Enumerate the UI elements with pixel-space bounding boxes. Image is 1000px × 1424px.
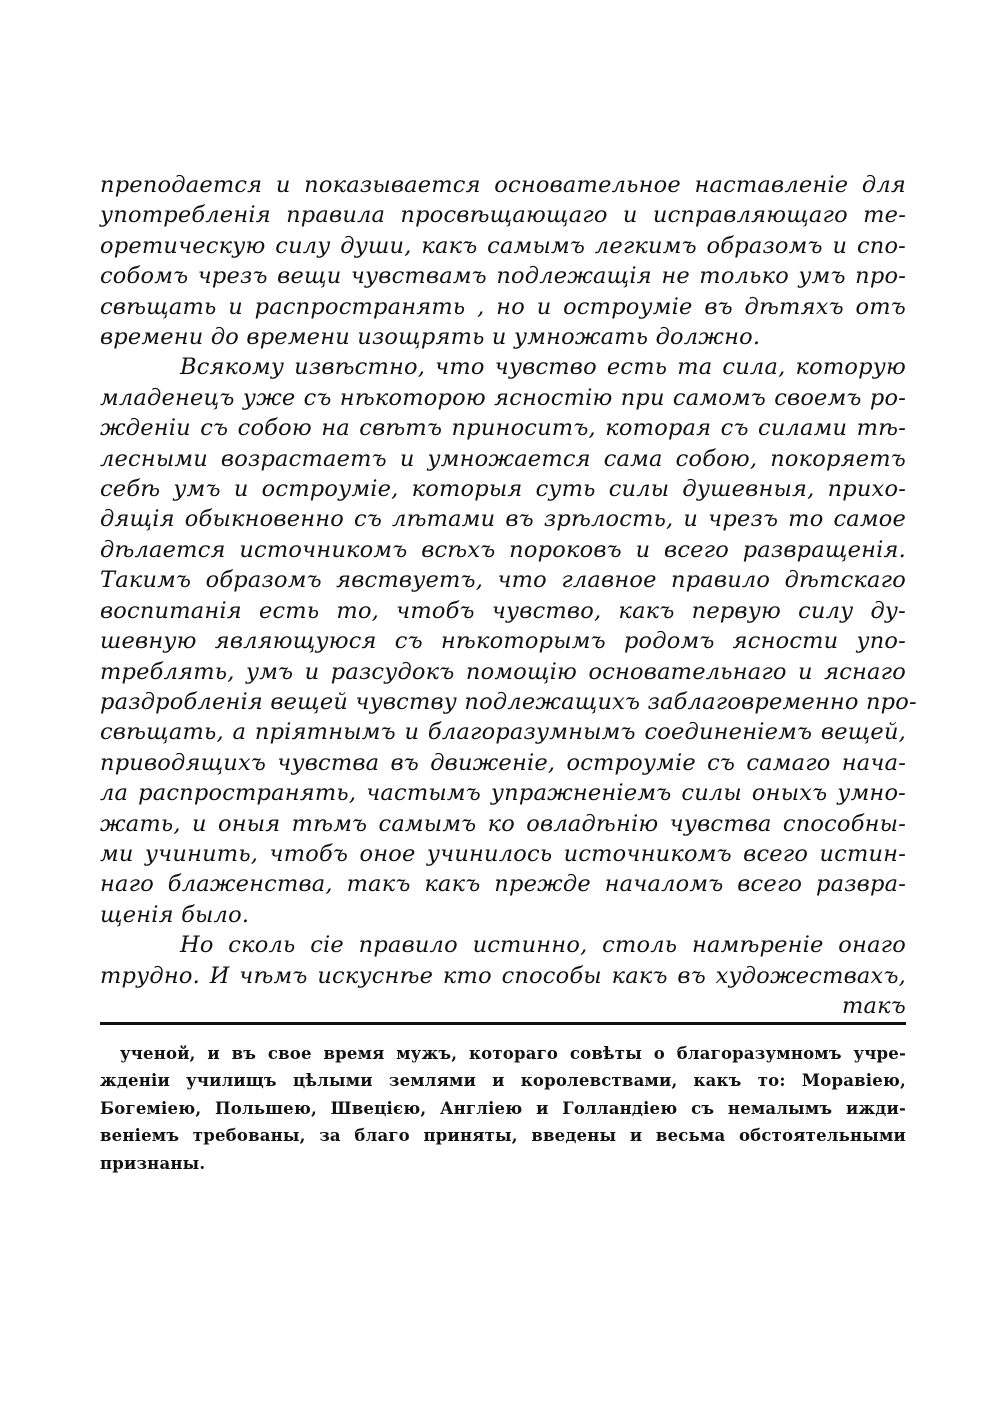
body-line: шевную являющуюся съ нѣкоторымъ родомъ ясности упо- bbox=[100, 628, 906, 655]
body-line: преподается и показывается основательное наставленіе для bbox=[100, 172, 906, 198]
body-line: жденіи съ собою на свѣтъ приноситъ, которая съ силами тѣ- bbox=[100, 415, 906, 442]
body-line: Такимъ образомъ явствуетъ, что главное правило дѣтскаго bbox=[100, 567, 906, 594]
body-line: собомъ чрезъ вещи чувствамъ подлежащія не только умъ про- bbox=[100, 263, 906, 290]
body-line: щенія было. bbox=[100, 901, 250, 928]
paragraph-start-line: Но сколь сіе правило истинно, столь намѣреніе онаго bbox=[180, 932, 906, 959]
footnote-line: веніемъ требованы, за благо приняты, введены и весьма обстоятельными bbox=[100, 1126, 906, 1146]
footnote-line: Богеміею, Польшею, Швецією, Англіею и Голландіею съ немалымъ ижди- bbox=[100, 1098, 906, 1118]
body-line: оретическую силу души, какъ самымъ легкимъ образомъ и спо- bbox=[100, 232, 906, 259]
body-line: приводящихъ чувства въ движеніе, остроуміе съ самаго нача- bbox=[100, 749, 906, 776]
body-line: свѣщать и распространять , но и остроуміе въ дѣтяхъ отъ bbox=[100, 293, 906, 320]
catchword: такъ bbox=[842, 992, 906, 1019]
main-body-text bbox=[100, 170, 917, 1021]
footnote-line: ученой, и въ свое время мужъ, котораго совѣты о благоразумномъ учре- bbox=[120, 1044, 906, 1063]
body-line: дящія обыкновенно съ лѣтами въ зрѣлость, и чрезъ то самое bbox=[100, 506, 906, 533]
body-line: наго блаженства, такъ какъ прежде началомъ всего развра- bbox=[100, 871, 906, 898]
body-line: лесными возрастаетъ и умножается сама собою, покоряетъ bbox=[100, 445, 906, 472]
body-line: младенецъ уже съ нѣкоторою ясностію при самомъ своемъ ро- bbox=[100, 384, 906, 411]
paragraph-start-line: Всякому извѣстно, что чувство есть та сила, которую bbox=[180, 354, 906, 381]
body-line: употребленія правила просвѣщающаго и исправляющаго те- bbox=[100, 202, 906, 229]
body-line: ми учинить, чтобъ оное учинилось источникомъ всего истин- bbox=[100, 840, 906, 867]
body-line: треблять, умъ и разсудокъ помощію основательнаго и яснаго bbox=[100, 658, 906, 685]
body-line: трудно. И чѣмъ искуснѣе кто способы какъ въ художествахъ, bbox=[100, 962, 906, 989]
body-line: дѣлается источникомъ всѣхъ пороковъ и всего развращенія. bbox=[100, 536, 906, 563]
body-line: жать, и оныя тѣмъ самымъ ко овладѣнію чувства способны- bbox=[100, 810, 906, 837]
body-line: времени до времени изощрять и умножать должно. bbox=[100, 324, 761, 351]
body-line: ла распространять, частымъ упражненіемъ силы оныхъ умно- bbox=[100, 780, 906, 807]
body-line: воспитанія есть то, чтобъ чувство, какъ первую силу ду- bbox=[100, 597, 906, 624]
footnote-divider bbox=[100, 1022, 906, 1025]
body-line: раздробленія вещей чувству подлежащихъ заблаговременно про- bbox=[100, 688, 917, 715]
body-line: свѣщать, а пріятнымъ и благоразумнымъ соединеніемъ вещей, bbox=[100, 719, 906, 746]
footnote-text bbox=[100, 1040, 906, 1177]
footnote-line: признаны. bbox=[100, 1153, 206, 1173]
footnote-line: жденіи училищъ цѣлыми землями и королевствами, какъ то: Моравіею, bbox=[100, 1071, 906, 1091]
body-line: себѣ умъ и остроуміе, которыя суть силы душевныя, прихо- bbox=[100, 476, 906, 503]
